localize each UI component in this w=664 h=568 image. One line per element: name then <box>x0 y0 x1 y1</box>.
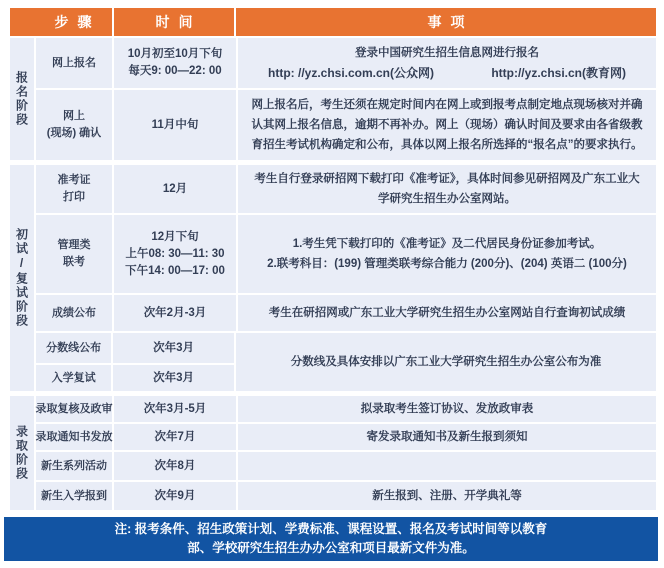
header-cell-step <box>10 8 112 36</box>
step-cell: 入学复试 <box>36 365 111 391</box>
item-cell: 考生在研招网或广东工业大学研究生招生办公室网站自行查询初试成绩 <box>238 295 656 331</box>
header-cell-item <box>234 8 656 36</box>
phase-label-admission: 录取阶段 <box>10 396 34 510</box>
step-cell: 新生系列活动 <box>36 452 112 480</box>
step-cell: 分数线公布 <box>36 333 111 363</box>
table-row-confirmation <box>34 90 656 160</box>
table-row-review <box>34 396 656 422</box>
time-cell: 12月 <box>114 165 236 213</box>
step-cell: 录取通知书发放 <box>36 424 112 450</box>
table-row-admission-ticket <box>34 165 656 213</box>
merged-item-cell: 分数线及具体安排以广东工业大学研究生招生办公室公布为准 <box>236 333 656 391</box>
phase-block-admission <box>10 396 656 510</box>
item-cell <box>238 452 656 480</box>
header-step-label: 步骤 <box>54 14 101 30</box>
time-cell: 次年3月 <box>113 365 234 391</box>
table-row-score-release <box>34 295 656 331</box>
item-cell: 网上报名后，考生还须在规定时间内在网上或到报考点制定地点现场核对并确认其网上报名信息，逾期不再补办。网上（现场）确认时间及要求由各省级教育招生考试机构确定和公布，具体以网上报名所选择的“报名点”的要求执行。 <box>238 90 656 160</box>
table-row-online-signup <box>34 38 656 88</box>
header-time-label: 时间 <box>155 14 202 30</box>
step-cell: 新生入学报到 <box>36 482 112 510</box>
table-row-enrollment <box>34 482 656 510</box>
table-header <box>10 8 656 36</box>
note-line-1: 注: 报考条件、招生政策计划、学费标准、课程设置、报名及考试时间等以教育 <box>114 522 548 536</box>
url-public: http: //yz.chsi.com.cn(公众网) <box>268 66 435 80</box>
time-cell: 次年8月 <box>114 452 236 480</box>
time-cell: 10月初至10月下旬 每天9: 00—22: 00 <box>114 38 236 88</box>
step-cell: 录取复核及政审 <box>36 396 112 422</box>
note-bar <box>4 517 658 561</box>
url-edu: http://yz.chsi.cn(教育网) <box>491 66 626 80</box>
item-cell: 寄发录取通知书及新生报到须知 <box>238 424 656 450</box>
table-row-merged-cutoff-retest <box>34 333 656 391</box>
table-row-retest <box>34 365 234 391</box>
item-cell: 登录中国研究生招生信息网进行报名 http: //yz.chsi.com.cn(公众网) http://yz.chsi.cn(教育网) <box>238 38 656 88</box>
table-row-cutoff <box>34 333 234 363</box>
phase-rows <box>34 396 656 510</box>
step-cell: 管理类 联考 <box>36 215 112 293</box>
item-cell: 考生自行登录研招网下载打印《准考证》，具体时间参见研招网及广东工业大学研究生招生办公室网站。 <box>238 165 656 213</box>
step-cell: 准考证 打印 <box>36 165 112 213</box>
item-cell: 拟录取考生签订协议、发放政审表 <box>238 396 656 422</box>
table-row-offer-letter <box>34 424 656 450</box>
time-cell: 次年7月 <box>114 424 236 450</box>
time-cell: 11月中旬 <box>114 90 236 160</box>
phase-block-exam <box>10 165 656 391</box>
time-cell: 12月下旬 上午08: 30—11: 30 下午14: 00—17: 00 <box>114 215 236 293</box>
time-cell: 次年3月 <box>113 333 234 363</box>
admission-schedule-table <box>10 8 656 510</box>
signup-urls <box>250 63 644 83</box>
step-cell: 网上报名 <box>36 38 112 88</box>
time-cell: 次年9月 <box>114 482 236 510</box>
header-cell-time <box>112 8 234 36</box>
step-cell: 网上 (现场) 确认 <box>36 90 112 160</box>
time-cell: 次年2月-3月 <box>114 295 236 331</box>
table-row-freshman-activities <box>34 452 656 480</box>
note-line-2: 部、学校研究生招生办办公室和项目最新文件为准。 <box>187 541 475 555</box>
item-cell: 1.考生凭下载打印的《准考证》及二代居民身份证参加考试。 2.联考科目：(199) 管理类联考综合能力 (200分)、(204) 英语二 (100分) <box>238 215 656 293</box>
step-cell: 成绩公布 <box>36 295 112 331</box>
header-item-label: 事项 <box>427 14 474 30</box>
phase-block-registration <box>10 38 656 160</box>
item-cell: 新生报到、注册、开学典礼等 <box>238 482 656 510</box>
phase-rows <box>34 165 656 391</box>
phase-label-registration: 报名阶段 <box>10 38 34 160</box>
time-cell: 次年3月-5月 <box>114 396 236 422</box>
table-row-joint-exam <box>34 215 656 293</box>
phase-label-exam: 初试/复试阶段 <box>10 165 34 391</box>
phase-rows <box>34 38 656 160</box>
merged-left-column <box>34 333 234 391</box>
